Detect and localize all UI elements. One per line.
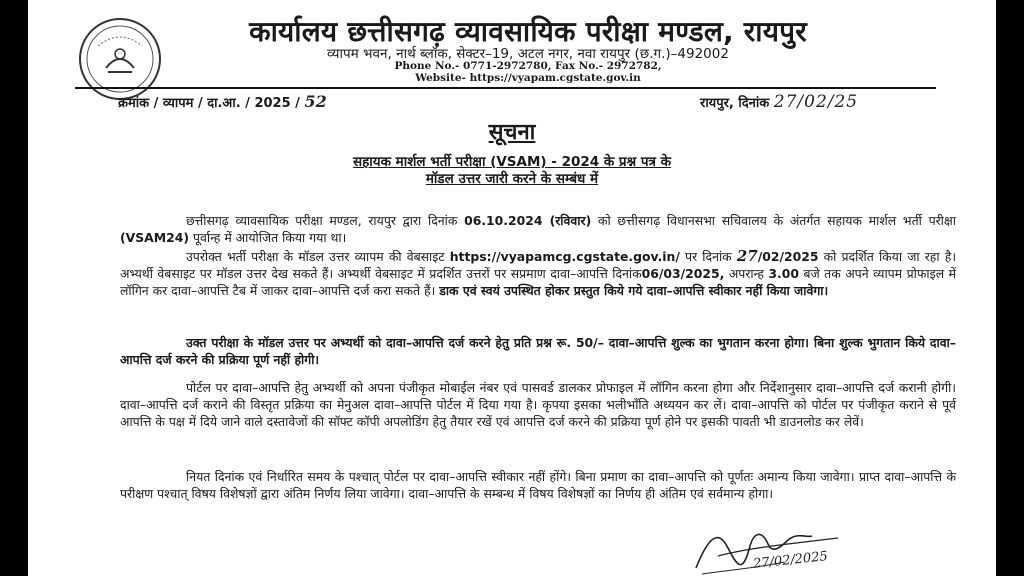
p1-text-2: को छत्तीसगढ़ विधानसभा सचिवालय के अंतर्गत सहायक मार्शल भर्ती परीक्षा xyxy=(591,213,956,228)
handwritten-publish-day: 27 xyxy=(736,247,758,265)
vyapam-logo-icon xyxy=(76,16,164,102)
publish-date: /02/2025 xyxy=(757,249,819,264)
p1-text-1: छत्तीसगढ़ व्यावसायिक परीक्षा मण्डल, रायपुर द्वारा दिनांक xyxy=(186,213,465,228)
document-page xyxy=(28,0,996,576)
header-divider xyxy=(75,87,936,89)
final-decision-text: नियत दिनांक एवं निर्धारित समय के पश्चात् पोर्टल पर दावा–आपत्ति स्वीकार नहीं होंगे। बिना प्रमाण का दावा–आपत्ति को पूर्णतः अमान्य किया जावेगा। प्राप्त दावा–आपत्ति के परीक्षण पश्चात् विषय विशेषज्ञों द्वारा अंतिम निर्णय लिया जावेगा। दावा–आपत्ति के सम्बन्ध में विषय विशेषज्ञों का निर्णय ही अंतिम एवं सर्वमान्य होगा। xyxy=(120,469,956,501)
signature-date: 27/02/2025 xyxy=(752,549,829,572)
office-phone: Phone No.- 0771-2972780, Fax No.- 2972782, xyxy=(394,60,662,72)
p1-text-3: पूर्वान्ह में आयोजित किया गया था। xyxy=(189,230,347,245)
p2-text-3: को प्रदर्शित किया जा रहा है। अभ्यर्थी वेबसाइट पर मॉडल उत्तर देख सकते हैं। अभ्यर्थी वेबसाइट में प्रदर्शित उत्तरों पर सप्रमाण दावा–आपत्ति दिनांक xyxy=(120,249,957,281)
p2-text-1: उपरोक्त भर्ती परीक्षा के मॉडल उत्तर व्यापम की वेबसाइट xyxy=(186,249,450,264)
paragraph-fee xyxy=(120,334,956,368)
deadline-date: 06/03/2025, xyxy=(641,266,725,281)
exam-date: 06.10.2024 (रविवार) xyxy=(464,213,592,228)
fee-note: उक्त परीक्षा के मॉडल उत्तर पर अभ्यर्थी को दावा–आपत्ति दर्ज करने हेतु प्रति प्रश्न रू. 50/– दावा–आपत्ति शुल्क का भुगतान करना होगा। बिना शुल्क भुगतान किये दावा–आपत्ति दर्ज करने की प्रक्रिया पूर्ण नहीं होगी। xyxy=(120,335,956,367)
subject-line-1: सहायक मार्शल भर्ती परीक्षा (VSAM) - 2024 के प्रश्न पत्र के xyxy=(352,154,672,170)
paragraph-final-decision xyxy=(120,468,956,502)
right-frame-bar xyxy=(996,0,1024,576)
handwritten-date: 27/02/25 xyxy=(773,92,859,112)
p2-text-4: अपरान्ह xyxy=(724,266,769,281)
exam-code: (VSAM24) xyxy=(120,230,190,245)
p2-text-5: बजे तक अपने व्यापम प्रोफाइल में लॉगिन कर दावा–आपत्ति टैब में जाकर दावा–आपत्ति दर्ज करा सकते हैं। xyxy=(120,266,956,298)
reference-number xyxy=(118,92,327,111)
paragraph-model-answers xyxy=(120,248,956,299)
office-website: Website- https://vyapam.cgstate.gov.in xyxy=(415,72,641,84)
website-link[interactable]: https://vyapamcg.cgstate.gov.in/ xyxy=(449,249,680,264)
reference-handwritten-number: 52 xyxy=(304,92,327,111)
p2-text-2: पर दिनांक xyxy=(679,249,737,264)
reference-prefix: क्रमांक / व्यापम / दा.आ. / 2025 / xyxy=(118,96,300,111)
deadline-time: 3.00 xyxy=(768,266,799,281)
place-date xyxy=(700,92,858,112)
left-frame-bar xyxy=(0,0,28,576)
post-not-accepted-note: डाक एवं स्वयं उपस्थित होकर प्रस्तुत किये गये दावा–आपत्ति स्वीकार नहीं किया जावेगा। xyxy=(439,283,829,298)
portal-process-text: पोर्टल पर दावा–आपत्ति हेतु अभ्यर्थी को अपना पंजीकृत मोबाईल नंबर एवं पासवर्ड डालकर प्रोफाइल में लॉगिन करना होगा और निर्देशानुसार दावा–आपत्ति दर्ज करानी होगी। दावा–आपत्ति दर्ज कराने की विस्तृत प्रक्रिया का मेनुअल दावा–आपत्ति पोर्टल में दिया गया है। कृपया इसका भलीभाँति अध्ययन कर लें। दावा–आपत्ति को पोर्टल पर पंजीकृत कराने से पूर्व आपत्ति के पक्ष में दिये जाने वाले दस्तावेजों की सॉफ्ट कॉपी अपलोडिंग हेतु तैयार रखें एवं आपत्ति दर्ज करने की प्रक्रिया पूर्ण होने पर इसकी पावती भी डाउनलोड कर लेवें। xyxy=(120,380,956,429)
office-title: कार्यालय छत्तीसगढ़ व्यावसायिक परीक्षा मण्डल, रायपुर xyxy=(249,15,807,48)
subject-line-2: मॉडल उत्तर जारी करने के सम्बंध में xyxy=(425,171,599,187)
notice-heading: सूचना xyxy=(488,120,536,145)
office-address: व्यापम भवन, नार्थ ब्लॉक, सेक्टर–19, अटल नगर, नवा रायपुर (छ.ग.)–492002 xyxy=(327,46,729,62)
place-label: रायपुर, दिनांक xyxy=(700,96,770,111)
paragraph-portal-process xyxy=(120,379,956,430)
paragraph-exam-details xyxy=(120,212,956,246)
